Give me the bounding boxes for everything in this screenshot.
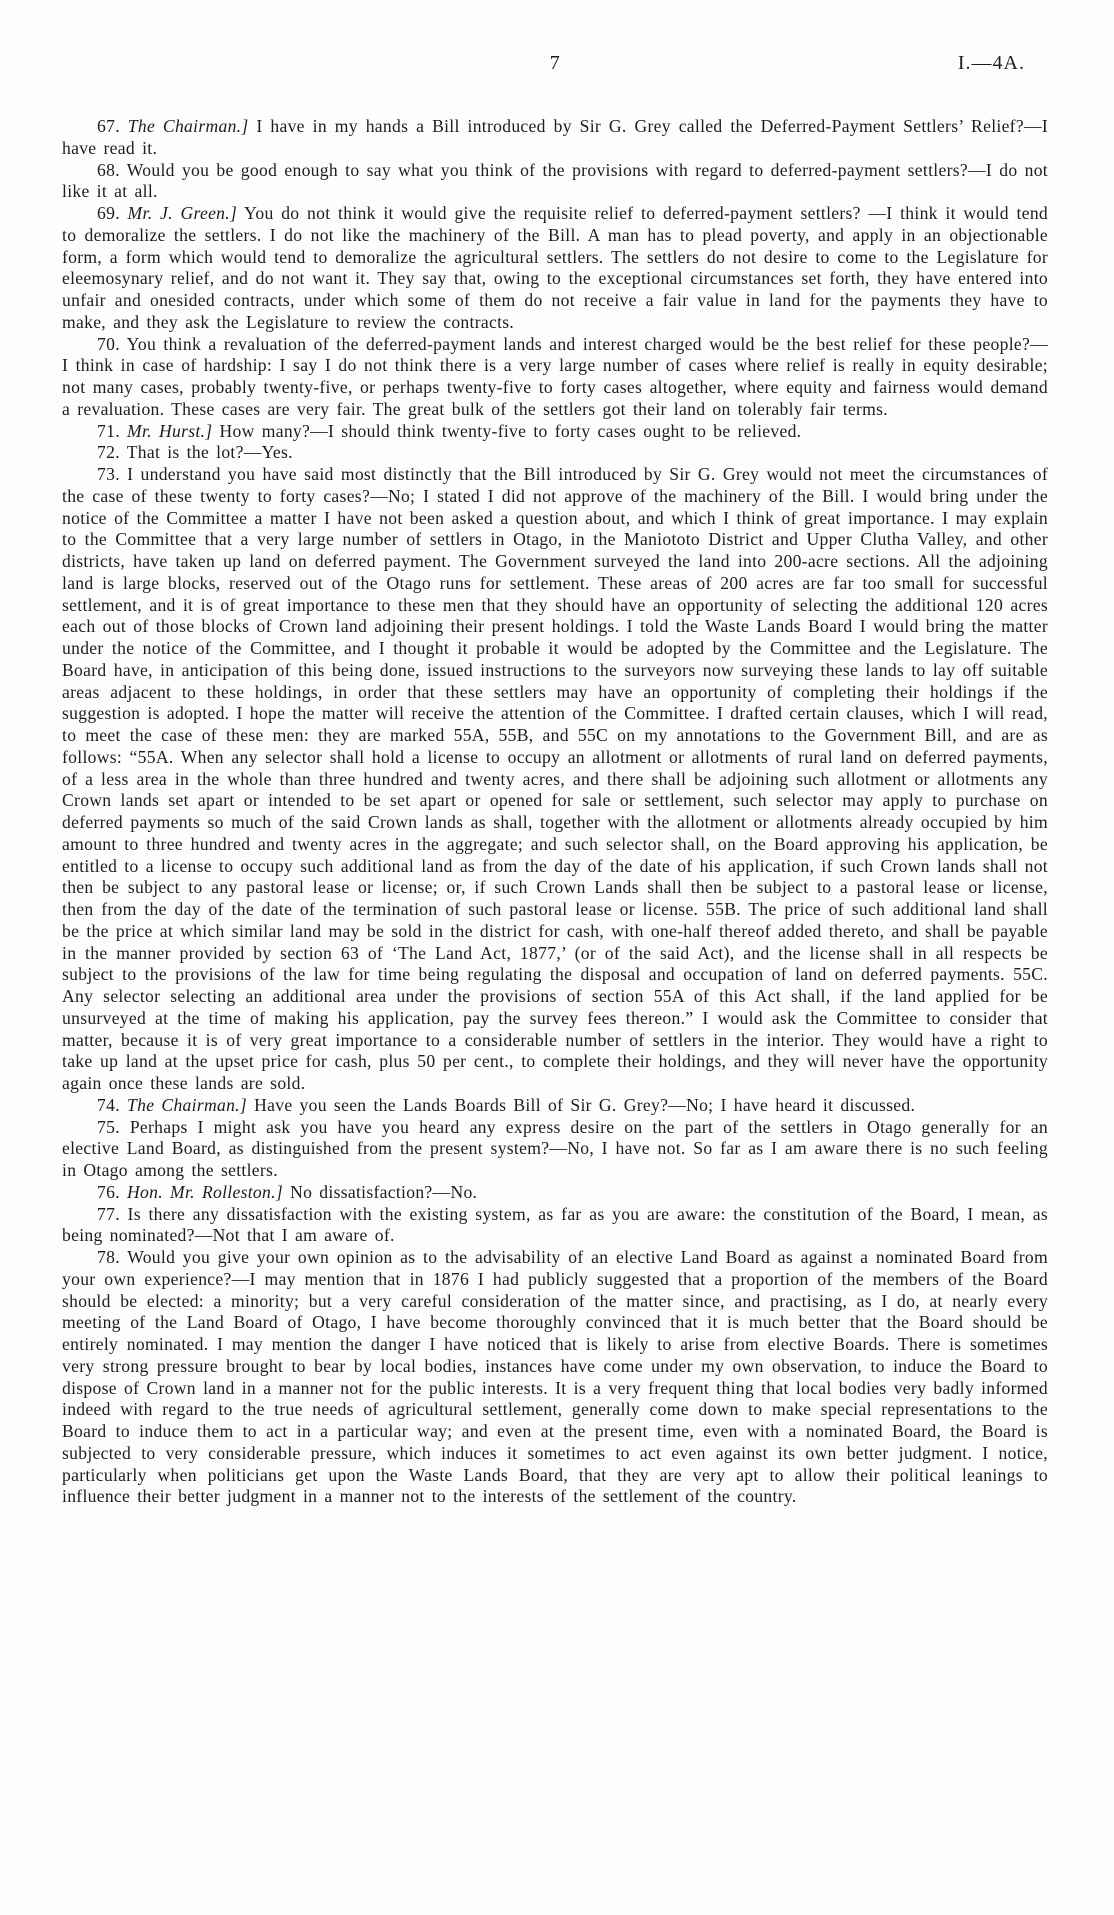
paragraph-68 <box>62 160 1048 204</box>
question-number: 77. <box>97 1203 120 1224</box>
question-number: 72. <box>97 442 120 463</box>
paragraph-73 <box>62 464 1048 1095</box>
paragraph-text: Perhaps I might ask you have you heard any express desire on the part of the settlers in Otago generally for an elective Land Board, as distinguished from the present system?—No, I have not. So far as I am aware there is no such feeling in Otago among the settlers. <box>62 1116 1048 1180</box>
paragraph-text: How many?—I should think twenty-five to forty cases ought to be relieved. <box>219 420 802 441</box>
paragraph-text: No dissatisfaction?—No. <box>290 1181 478 1202</box>
paragraph-70 <box>62 334 1048 421</box>
speaker-name: Hon. Mr. Rolleston.] <box>127 1181 283 1202</box>
question-number: 68. <box>97 159 120 180</box>
question-number: 69. <box>97 203 120 223</box>
paragraph-75 <box>62 1117 1048 1182</box>
paragraph-text: Have you seen the Lands Boards Bill of Sir G. Grey?—No; I have heard it discussed. <box>254 1094 916 1115</box>
paragraph-78 <box>62 1247 1048 1508</box>
speaker-name: The Chairman.] <box>127 1094 248 1115</box>
paragraph-71 <box>62 421 1048 443</box>
paragraph-69 <box>62 203 1048 334</box>
speaker-name: Mr. Hurst.] <box>127 420 213 441</box>
paragraph-77 <box>62 1204 1048 1248</box>
speaker-name: Mr. J. Green.] <box>127 203 238 223</box>
question-number: 74. <box>97 1094 120 1115</box>
question-number: 75. <box>97 1116 120 1137</box>
question-number: 67. <box>97 116 120 136</box>
question-number: 76. <box>97 1181 120 1202</box>
question-number: 73. <box>97 464 120 484</box>
paragraph-text: You think a revaluation of the deferred-payment lands and interest charged would be the best relief for these people?—I think in case of hardship: I say I do not think there is a very large number of cases where relief is really in equity desirable; not many cases, probably twenty-five, or perhaps twenty-five to forty cases altogether, where equity and fairness would demand a revaluation. These cases are very fair. The great bulk of the settlers got their land on tolerably fair terms. <box>62 333 1048 419</box>
page-header <box>62 52 1048 82</box>
paragraph-text: You do not think it would give the requisite relief to deferred-payment settlers? —I think it would tend to demoralize the settlers. I do not like the machinery of the Bill. A man has to plead poverty, and apply in an objectionable form, a form which would tend to demoralize the agricultural settlers. The settlers do not desire to come to the Legislature for eleemosynary relief, and do not want it. They say that, owing to the exceptional circumstances set forth, they have entered into unfair and onesided contracts, under which some of them do not receive a fair value in land for the payments they have to make, and they ask the Legislature to review the contracts. <box>62 203 1049 332</box>
document-reference: I.—4A. <box>957 52 1025 74</box>
paragraph-67 <box>62 116 1048 160</box>
paragraph-text: I understand you have said most distinctly that the Bill introduced by Sir G. Grey would not meet the circumstances of the case of these twenty to forty cases?—No; I stated I did not approve of the machinery of the Bill. I would bring under the notice of the Committee a matter I have not been asked a question about, and which I think of great importance. I may explain to the Committee that a very large number of settlers in Otago, in the Maniototo District and Upper Clutha Valley, and other districts, have taken up land on deferred payment. The Government surveyed the land into 200-acre sections. All the adjoining land is large blocks, reserved out of the Otago runs for settlement. These areas of 200 acres are far too small for successful settlement, and it is of great importance to these men that they should have an opportunity of selecting the additional 120 acres each out of those blocks of Crown land adjoining their present holdings. I told the Waste Lands Board I would bring the matter under the notice of the Committee, and I thought it probable it would be adopted by the Committee and the Legislature. The Board have, in anticipation of this being done, issued instructions to the surveyors now surveying these lands to lay off suitable areas adjacent to these holdings, in order that these settlers may have an opportunity of completing their holdings if the suggestion is adopted. I hope the matter will receive the attention of the Committee. I drafted certain clauses, which I will read, to meet the case of these men: they are marked 55A, 55B, and 55C on my annotations to the Government Bill, and are as follows: “55A. When any selector shall hold a license to occupy an allotment or allotments of rural land on deferred payments, of a less area in the whole than three hundred and twenty acres, and there shall be adjoining such allotment or allotments any Crown lands set apart or intended to be set apart or opened for sale or settlement, such selector may apply to purchase on deferred payments so much of the said Crown lands as shall, together with the allotment or allotments already occupied by him amount to three hundred and twenty acres in the aggregate; and such selector shall, on the Board approving his application, be entitled to a license to occupy such additional land as from the day of the date of his application, if such Crown lands shall not then be subject to any pastoral lease or license; or, if such Crown Lands shall then be subject to a pastoral lease or license, then from the day of the date of the termination of such pastoral lease or license. 55B. The price of such additional land shall be the price at which similar land may be sold in the district for cash, with one-half thereof added thereto, and shall be payable in the manner provided by section 63 of ‘The Land Act, 1877,’ (or of the said Act), and the license shall in all respects be subject to the provisions of the law for time being regulating the disposal and occupation of land on deferred payments. 55C. Any selector selecting an additional area under the provisions of section 55A of this Act shall, if the land applied for be unsurveyed at the time of making his application, pay the survey fees thereon.” I would ask the Committee to consider that matter, because it is of very great importance to a considerable number of settlers in the interior. They would have a right to take up land at the upset price for cash, plus 50 per cent., to complete their holdings, and they will never have the opportunity again once these lands are sold. <box>62 464 1048 1093</box>
paragraph-text: I have in my hands a Bill introduced by Sir G. Grey called the Deferred-Payment Settlers’ Relief?—I have read it. <box>62 116 1048 158</box>
page-number: 7 <box>549 52 561 74</box>
question-number: 78. <box>97 1247 120 1267</box>
paragraph-text: Would you be good enough to say what you think of the provisions with regard to deferred-payment settlers?—I do not like it at all. <box>62 159 1048 202</box>
paragraph-text: That is the lot?—Yes. <box>126 442 293 463</box>
paragraph-76 <box>62 1182 1048 1204</box>
speaker-name: The Chairman.] <box>127 116 249 136</box>
testimony-text-block <box>62 116 1048 1508</box>
question-number: 70. <box>97 333 120 354</box>
question-number: 71. <box>97 420 120 441</box>
paragraph-text: Is there any dissatisfaction with the existing system, as far as you are aware: the constitution of the Board, I mean, as being nominated?—Not that I am aware of. <box>62 1203 1048 1246</box>
paragraph-text: Would you give your own opinion as to the advisability of an elective Land Board as against a nominated Board from your own experience?—I may mention that in 1876 I had publicly suggested that a proportion of the members of the Board should be elected: a minority; but a very careful consideration of the matter since, and practising, as I do, at nearly every meeting of the Land Board of Otago, I have become thoroughly convinced that it is much better that the Board should be entirely nominated. I may mention the danger I have noticed that is likely to arise from elective Boards. There is sometimes very strong pressure brought to bear by local bodies, instances have come under my own observation, to induce the Board to dispose of Crown land in a manner not for the public interests. It is a very frequent thing that local bodies very badly informed indeed with regard to the true needs of agricultural settlement, generally come down to make special representations to the Board to induce them to act in a particular way; and even at the present time, even with a nominated Board, the Board is subjected to very considerable pressure, which induces it sometimes to act even against its own better judgment. I notice, particularly when politicians get upon the Waste Lands Board, that they are very apt to allow their political leanings to influence their better judgment in a manner not to the interests of the settlement of the country. <box>62 1247 1049 1507</box>
paragraph-74 <box>62 1095 1048 1117</box>
paragraph-72 <box>62 442 1048 464</box>
